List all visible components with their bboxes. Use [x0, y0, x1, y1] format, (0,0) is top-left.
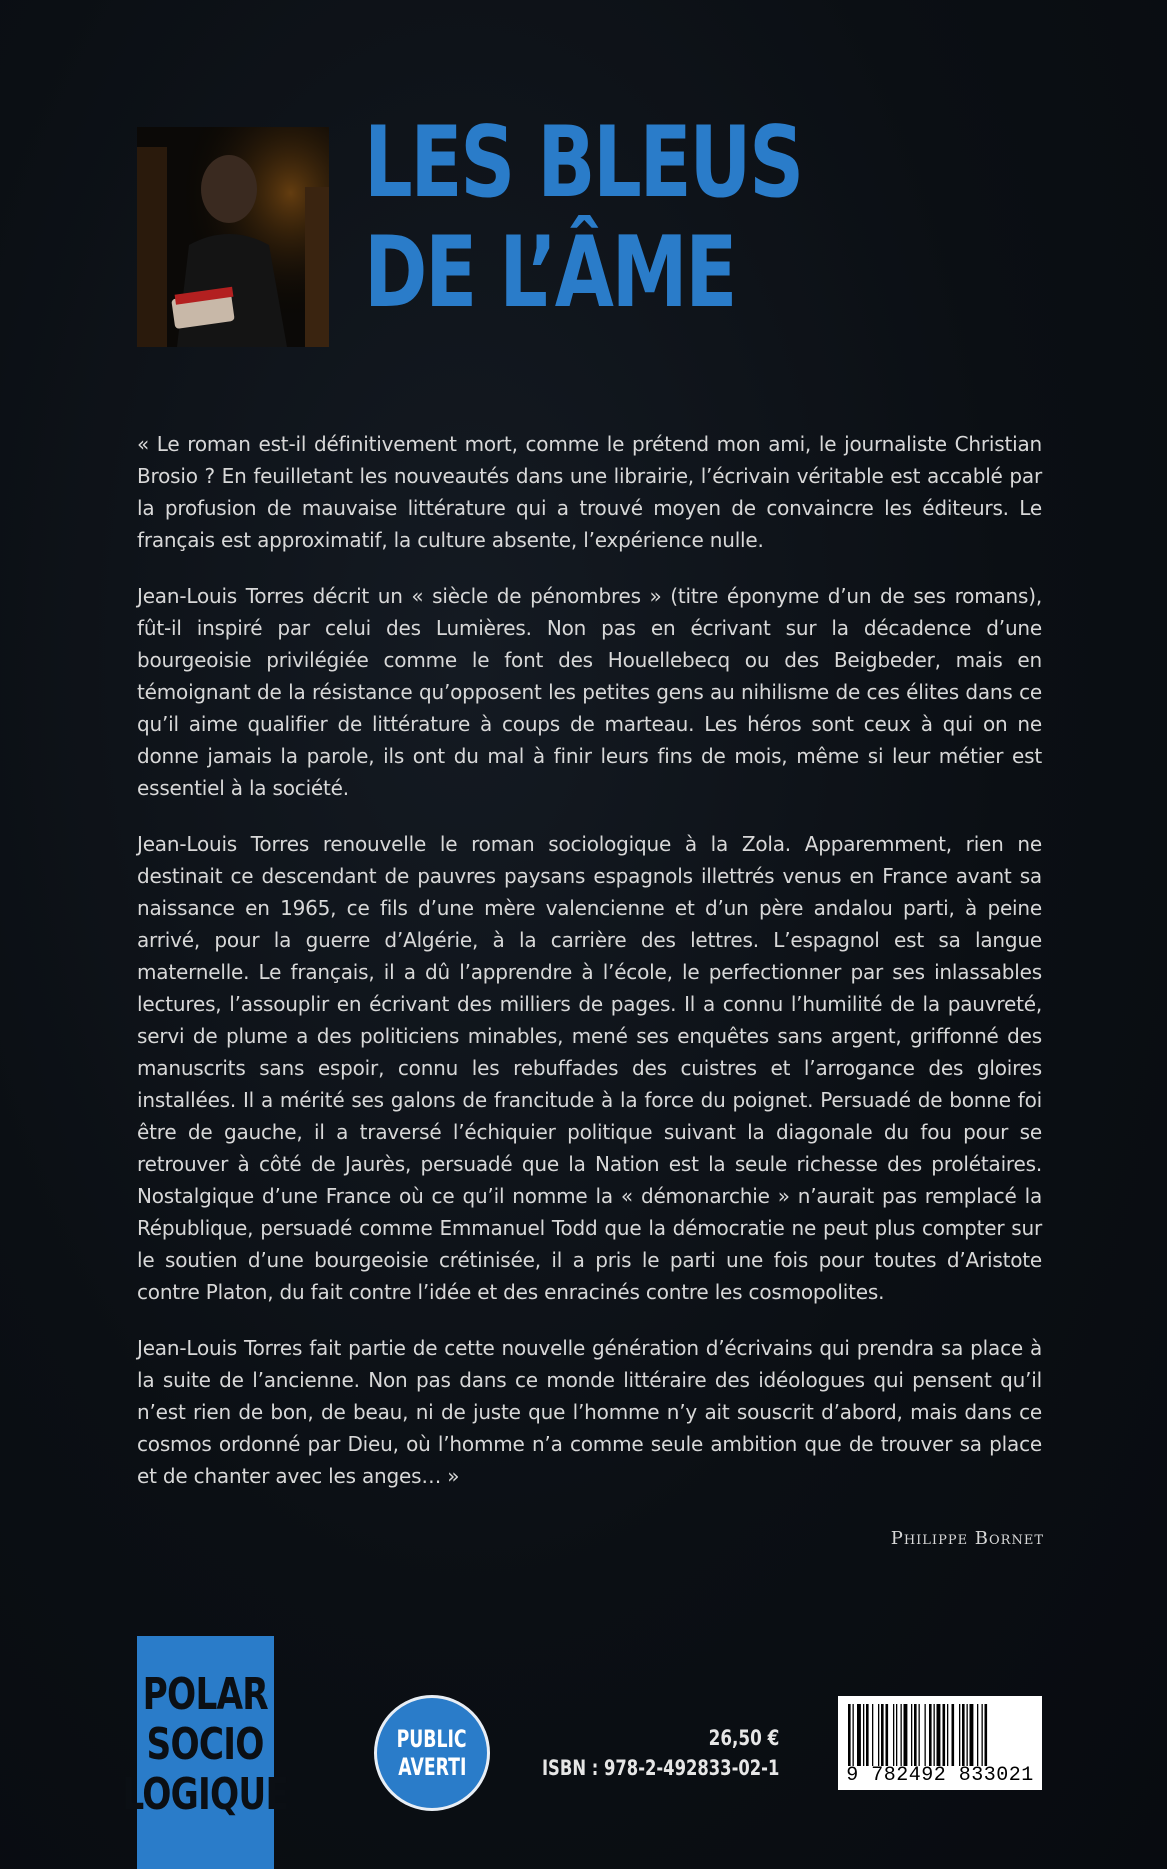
barcode-bar — [878, 1704, 879, 1766]
isbn: ISBN : 978-2-492833-02-1 — [541, 1756, 779, 1780]
barcode-bar — [896, 1704, 897, 1766]
blurb — [137, 428, 1042, 1516]
barcode-bar — [911, 1704, 912, 1766]
barcode-bar — [872, 1704, 873, 1766]
collection-logo — [122, 1636, 289, 1869]
public-averti-badge — [374, 1695, 490, 1811]
barcode-bar — [952, 1704, 955, 1766]
blurb-paragraph: « Le roman est-il définitivement mort, comme le prétend mon ami, le journaliste Christian Brosio ? En feuilletant les nouveautés dans une librairie, l’écrivain véritable est accablé par la profusion de mauvaise littérature qui a trouvé moyen de convaincre les éditeurs. Le français est approximatif, la culture absente, l’expérience nulle. — [137, 432, 1042, 552]
book-title-line-2: DE L’ÂME — [364, 216, 736, 330]
barcode-bar — [977, 1704, 978, 1766]
barcode-bar — [857, 1704, 861, 1766]
blurb-paragraph: Jean-Louis Torres fait partie de cette nouvelle génération d’écrivains qui prendra sa place à la suite de l’ancienne. Non pas dans ce monde littéraire des idéologues qui pensent qu’il n’est rien de bon, de beau, ni de juste que l’homme n’y ait souscrit d’abord, mais dans ce cosmos ordonné par Dieu, où l’homme n’a comme seule ambition que de trouver sa place et de chanter avec les anges… » — [137, 1336, 1042, 1488]
barcode-bar — [982, 1704, 983, 1766]
barcode-bar — [925, 1704, 926, 1766]
barcode-bar — [848, 1704, 851, 1766]
blurb-paragraph: Jean-Louis Torres décrit un « siècle de pénombres » (titre éponyme d’un de ses romans), fût-il inspiré par celui des Lumières. Non pas en écrivant sur la décadence d’une bourgeoisie privilégiée comme le font des Houellebecq ou des Beigbeder, mais en témoignant de la résistance qu’opposent les petites gens au nihilisme de ces élites dans ce qu’il aime qualifier de littérature à coups de marteau. Les héros sont ceux à qui on ne donne jamais la parole, ils ont du mal à finir leurs fins de mois, même si leur métier est essentiel à la société. — [137, 584, 1042, 800]
barcode-bar — [947, 1704, 948, 1766]
barcode-bar — [962, 1704, 965, 1766]
collection-line-1: POLAR — [142, 1669, 269, 1720]
barcode-bar — [934, 1704, 935, 1766]
barcode-bar — [901, 1704, 902, 1766]
barcode-bar — [970, 1704, 974, 1766]
price: 26,50 € — [708, 1726, 779, 1750]
barcode-bar — [893, 1704, 894, 1766]
barcode-bar — [985, 1704, 988, 1766]
author-photo — [137, 127, 329, 347]
barcode-number: 9 782492 833021 — [846, 1764, 1034, 1787]
barcode-icon — [846, 1704, 1034, 1766]
barcode-bar — [919, 1704, 920, 1766]
barcode-bar — [959, 1704, 960, 1766]
barcode-bar — [904, 1704, 908, 1766]
barcode-bar — [967, 1704, 968, 1766]
barcode-bar — [881, 1704, 884, 1766]
barcode-bar — [866, 1704, 869, 1766]
barcode-bar — [937, 1704, 941, 1766]
collection-line-3: LOGIQUE — [122, 1769, 289, 1820]
book-title-line-1: LES BLEUS — [364, 106, 802, 220]
barcode — [838, 1696, 1042, 1790]
badge-line-2: AVERTI — [397, 1753, 467, 1781]
blurb-signature: Philippe Bornet — [890, 1528, 1044, 1549]
book-title — [364, 108, 802, 328]
blurb-paragraph: Jean-Louis Torres renouvelle le roman sociologique à la Zola. Apparemment, rien ne destinait ce descendant de pauvres paysans espagnols illettrés venus en France avant sa naissance en 1965, ce fils d’une mère valencienne et d’un père andalou parti, à peine arrivé, pour la guerre d’Algérie, à la carrière des lettres. L’espagnol est sa langue maternelle. Le français, il a dû l’apprendre à l’école, le perfectionner par ses inlassables lectures, l’assouplir en écrivant des milliers de pages. Il a connu l’humilité de la pauvreté, servi de plume a des politiciens minables, mené ses enquêtes sans argent, griffonné des manuscrits sans espoir, connu les rebuffades des cuistres et l’arrogance des gloires installées. Il a mérité ses galons de francitude à la force du poignet. Persuadé de bonne foi être de gauche, il a traversé l’échiquier politique suivant la diagonale du fou pour se retrouver à côté de Jaurès, persuadé que la Nation est la seule richesse des prolétaires. Nostalgique d’une France où ce qu’il nomme la « démonarchie » n’aurait pas remplacé la République, persuadé comme Emmanuel Todd que la démocratie ne peut plus compter sur le soutien d’une bourgeoisie crétinisée, il a pris le parti une fois pour toutes d’Aristote contre Platon, du fait contre l’idée et des enracinés contre les cosmopolites. — [137, 832, 1042, 1304]
barcode-bar — [853, 1704, 854, 1766]
collection-line-2: SOCIO — [146, 1719, 265, 1770]
barcode-bar — [929, 1704, 932, 1766]
barcode-bar — [886, 1704, 889, 1766]
barcode-bar — [863, 1704, 864, 1766]
badge-line-1: PUBLIC — [397, 1725, 467, 1753]
author-photo-image — [137, 127, 329, 347]
barcode-bar — [943, 1704, 946, 1766]
barcode-bar — [914, 1704, 917, 1766]
